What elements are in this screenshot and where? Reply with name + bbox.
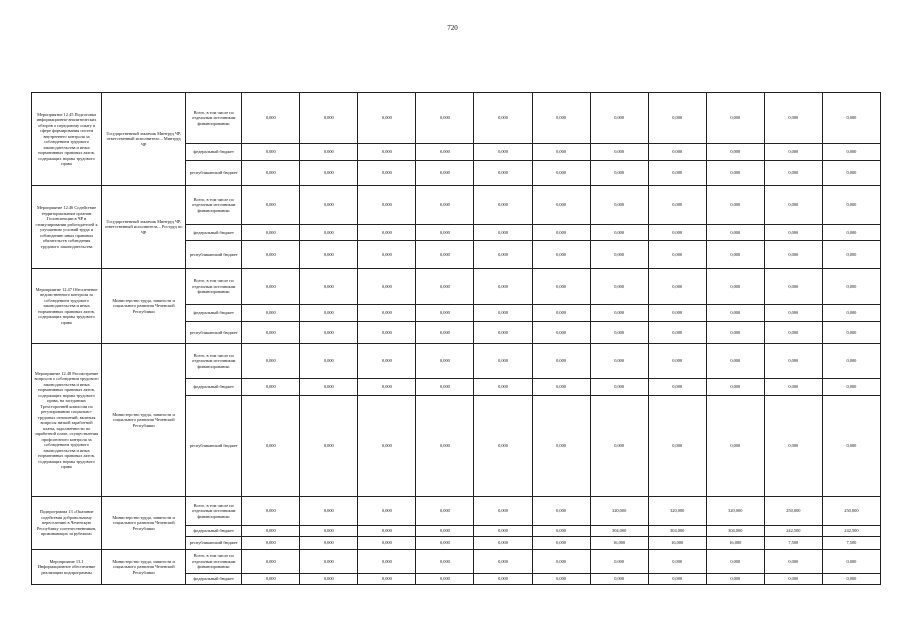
value-cell: 0,000 bbox=[242, 322, 300, 344]
value-cell: 0,000 bbox=[590, 93, 648, 144]
activity-cell: Мероприятие 13.1 Информационное обеспечение реализации подпрограммы bbox=[32, 550, 102, 585]
funding-source-cell: Всего, в том числе по отдельным источникам финансирования: bbox=[186, 93, 242, 144]
value-cell: 320,000 bbox=[706, 497, 764, 526]
value-cell: 0,000 bbox=[416, 186, 474, 225]
value-cell: 0,000 bbox=[822, 550, 880, 574]
value-cell: 0,000 bbox=[532, 550, 590, 574]
value-cell: 0,000 bbox=[590, 269, 648, 305]
value-cell: 0,000 bbox=[590, 186, 648, 225]
value-cell: 304,000 bbox=[706, 526, 764, 537]
value-cell: 0,000 bbox=[532, 396, 590, 497]
funding-source-cell: республиканский бюджет bbox=[186, 322, 242, 344]
value-cell: 0,000 bbox=[590, 379, 648, 396]
value-cell: 0,000 bbox=[416, 322, 474, 344]
value-cell: 250,000 bbox=[764, 497, 822, 526]
value-cell: 0,000 bbox=[242, 225, 300, 241]
value-cell: 16,000 bbox=[648, 537, 706, 550]
value-cell: 0,000 bbox=[764, 161, 822, 186]
funding-source-cell: Всего, в том числе по отдельным источникам финансирования: bbox=[186, 497, 242, 526]
value-cell: 320,000 bbox=[590, 497, 648, 526]
table-row bbox=[32, 186, 881, 225]
value-cell: 0,000 bbox=[358, 144, 416, 161]
value-cell: 0,000 bbox=[590, 550, 648, 574]
value-cell: 0,000 bbox=[300, 144, 358, 161]
value-cell: 0,000 bbox=[648, 241, 706, 269]
value-cell: 0,000 bbox=[242, 305, 300, 322]
activity-cell: Подпрограмма 13 «Оказание содействия добровольному переселению в Чеченскую Республику соотечественников, проживающих за рубежом» bbox=[32, 497, 102, 550]
value-cell: 0,000 bbox=[532, 322, 590, 344]
value-cell: 0,000 bbox=[764, 396, 822, 497]
value-cell: 0,000 bbox=[416, 305, 474, 322]
value-cell: 0,000 bbox=[706, 144, 764, 161]
value-cell: 0,000 bbox=[532, 305, 590, 322]
value-cell: 0,000 bbox=[590, 161, 648, 186]
value-cell: 0,000 bbox=[532, 526, 590, 537]
funding-source-cell: республиканский бюджет bbox=[186, 396, 242, 497]
value-cell: 0,000 bbox=[242, 497, 300, 526]
value-cell: 0,000 bbox=[822, 574, 880, 585]
value-cell: 0,000 bbox=[416, 379, 474, 396]
value-cell: 0,000 bbox=[648, 186, 706, 225]
value-cell: 0,000 bbox=[706, 161, 764, 186]
value-cell: 0,000 bbox=[358, 322, 416, 344]
value-cell: 304,000 bbox=[648, 526, 706, 537]
value-cell: 0,000 bbox=[416, 396, 474, 497]
value-cell: 0,000 bbox=[648, 269, 706, 305]
value-cell: 0,000 bbox=[358, 241, 416, 269]
funding-source-cell: федеральный бюджет bbox=[186, 144, 242, 161]
value-cell: 0,000 bbox=[474, 161, 532, 186]
funding-source-cell: республиканский бюджет bbox=[186, 241, 242, 269]
value-cell: 0,000 bbox=[474, 322, 532, 344]
value-cell: 304,000 bbox=[590, 526, 648, 537]
value-cell: 0,000 bbox=[300, 574, 358, 585]
value-cell: 0,000 bbox=[242, 344, 300, 379]
value-cell: 0,000 bbox=[706, 574, 764, 585]
value-cell: 0,000 bbox=[416, 161, 474, 186]
value-cell: 0,000 bbox=[706, 305, 764, 322]
value-cell: 0,000 bbox=[764, 379, 822, 396]
value-cell: 0,000 bbox=[764, 305, 822, 322]
value-cell: 0,000 bbox=[416, 550, 474, 574]
value-cell: 0,000 bbox=[474, 241, 532, 269]
value-cell: 0,000 bbox=[358, 497, 416, 526]
funding-source-cell: республиканский бюджет bbox=[186, 161, 242, 186]
value-cell: 0,000 bbox=[416, 144, 474, 161]
value-cell: 0,000 bbox=[822, 241, 880, 269]
responsible-cell: Государственный заказчик Минтруд ЧР, ответственный исполнитель – Роструд по ЧР bbox=[102, 186, 186, 269]
value-cell: 0,000 bbox=[474, 305, 532, 322]
value-cell: 242,500 bbox=[822, 526, 880, 537]
value-cell: 0,000 bbox=[300, 241, 358, 269]
value-cell: 0,000 bbox=[532, 144, 590, 161]
value-cell: 0,000 bbox=[474, 526, 532, 537]
value-cell: 0,000 bbox=[358, 186, 416, 225]
value-cell: 0,000 bbox=[300, 186, 358, 225]
value-cell: 0,000 bbox=[590, 241, 648, 269]
value-cell: 0,000 bbox=[532, 537, 590, 550]
value-cell: 0,000 bbox=[358, 269, 416, 305]
value-cell: 0,000 bbox=[358, 344, 416, 379]
value-cell: 0,000 bbox=[300, 93, 358, 144]
table-row bbox=[32, 550, 881, 574]
value-cell: 0,000 bbox=[590, 322, 648, 344]
funding-source-cell: федеральный бюджет bbox=[186, 305, 242, 322]
funding-source-cell: Всего, в том числе по отдельным источникам финансирования: bbox=[186, 269, 242, 305]
value-cell: 0,000 bbox=[764, 344, 822, 379]
value-cell: 0,000 bbox=[532, 93, 590, 144]
value-cell: 0,000 bbox=[300, 497, 358, 526]
activity-cell: Мероприятие 12.46 Содействие территориальным органам Госинспекции в ЧР в стимулировании работодателей к улучшению условий труда и соблюдению иных правовых обязательств соблюдения трудового законодательства bbox=[32, 186, 102, 269]
activity-cell: Мероприятие 12.47 Обеспечение ведомственного контроля за соблюдением трудового законодательства и иных нормативных правовых актов, содержащих нормы трудового права bbox=[32, 269, 102, 344]
value-cell: 0,000 bbox=[474, 379, 532, 396]
value-cell: 0,000 bbox=[300, 379, 358, 396]
value-cell: 0,000 bbox=[648, 574, 706, 585]
value-cell: 0,000 bbox=[242, 526, 300, 537]
funding-source-cell: Всего, в том числе по отдельным источникам финансирования: bbox=[186, 550, 242, 574]
value-cell: 0,000 bbox=[416, 93, 474, 144]
value-cell: 0,000 bbox=[532, 379, 590, 396]
value-cell: 0,000 bbox=[242, 396, 300, 497]
value-cell: 0,000 bbox=[474, 269, 532, 305]
value-cell: 0,000 bbox=[416, 497, 474, 526]
value-cell: 0,000 bbox=[242, 241, 300, 269]
value-cell: 0,000 bbox=[358, 379, 416, 396]
value-cell: 0,000 bbox=[532, 161, 590, 186]
value-cell: 0,000 bbox=[532, 225, 590, 241]
value-cell: 0,000 bbox=[532, 186, 590, 225]
value-cell: 0,000 bbox=[648, 396, 706, 497]
page-number: 720 bbox=[447, 24, 458, 32]
value-cell: 0,000 bbox=[764, 269, 822, 305]
value-cell: 0,000 bbox=[764, 322, 822, 344]
value-cell: 0,000 bbox=[474, 497, 532, 526]
value-cell: 0,000 bbox=[416, 574, 474, 585]
value-cell: 0,000 bbox=[822, 396, 880, 497]
responsible-cell: Министерство труда, занятости и социального развития Чеченской Республики bbox=[102, 550, 186, 585]
value-cell: 0,000 bbox=[300, 305, 358, 322]
value-cell: 0,000 bbox=[416, 225, 474, 241]
value-cell: 0,000 bbox=[242, 574, 300, 585]
budget-table bbox=[31, 92, 881, 585]
value-cell: 0,000 bbox=[532, 344, 590, 379]
value-cell: 0,000 bbox=[300, 225, 358, 241]
value-cell: 0,000 bbox=[706, 93, 764, 144]
value-cell: 242,500 bbox=[764, 526, 822, 537]
value-cell: 0,000 bbox=[358, 225, 416, 241]
value-cell: 0,000 bbox=[532, 497, 590, 526]
value-cell: 0,000 bbox=[300, 269, 358, 305]
value-cell: 0,000 bbox=[590, 396, 648, 497]
value-cell: 0,000 bbox=[416, 537, 474, 550]
value-cell: 0,000 bbox=[358, 93, 416, 144]
responsible-cell: Министерство труда, занятости и социального развития Чеченской Республики bbox=[102, 497, 186, 550]
value-cell: 0,000 bbox=[358, 161, 416, 186]
value-cell: 0,000 bbox=[822, 93, 880, 144]
value-cell: 0,000 bbox=[532, 574, 590, 585]
value-cell: 0,000 bbox=[590, 305, 648, 322]
value-cell: 0,000 bbox=[242, 550, 300, 574]
value-cell: 0,000 bbox=[648, 550, 706, 574]
value-cell: 0,000 bbox=[706, 269, 764, 305]
value-cell: 0,000 bbox=[822, 322, 880, 344]
table-row bbox=[32, 93, 881, 144]
value-cell: 0,000 bbox=[764, 93, 822, 144]
value-cell: 7,500 bbox=[764, 537, 822, 550]
value-cell: 0,000 bbox=[416, 269, 474, 305]
value-cell: 0,000 bbox=[648, 161, 706, 186]
value-cell: 0,000 bbox=[474, 537, 532, 550]
value-cell: 0,000 bbox=[474, 396, 532, 497]
value-cell: 0,000 bbox=[648, 305, 706, 322]
value-cell: 0,000 bbox=[648, 144, 706, 161]
value-cell: 0,000 bbox=[242, 186, 300, 225]
value-cell: 0,000 bbox=[242, 93, 300, 144]
value-cell: 7,500 bbox=[822, 537, 880, 550]
value-cell: 0,000 bbox=[532, 241, 590, 269]
funding-source-cell: Всего, в том числе по отдельным источникам финансирования: bbox=[186, 186, 242, 225]
value-cell: 0,000 bbox=[358, 574, 416, 585]
value-cell: 0,000 bbox=[706, 550, 764, 574]
value-cell: 250,000 bbox=[822, 497, 880, 526]
value-cell: 0,000 bbox=[764, 241, 822, 269]
value-cell: 0,000 bbox=[706, 225, 764, 241]
value-cell: 0,000 bbox=[764, 144, 822, 161]
value-cell: 0,000 bbox=[590, 344, 648, 379]
table-row bbox=[32, 269, 881, 305]
value-cell: 0,000 bbox=[764, 186, 822, 225]
value-cell: 0,000 bbox=[706, 241, 764, 269]
value-cell: 0,000 bbox=[706, 186, 764, 225]
value-cell: 0,000 bbox=[300, 526, 358, 537]
value-cell: 0,000 bbox=[358, 550, 416, 574]
responsible-cell: Государственный заказчик Минтруд ЧР, ответственный исполнитель – Минтруд ЧР bbox=[102, 93, 186, 186]
value-cell: 0,000 bbox=[300, 344, 358, 379]
value-cell: 0,000 bbox=[590, 225, 648, 241]
value-cell: 0,000 bbox=[242, 379, 300, 396]
value-cell: 0,000 bbox=[474, 144, 532, 161]
value-cell: 0,000 bbox=[822, 305, 880, 322]
value-cell: 0,000 bbox=[474, 186, 532, 225]
value-cell: 0,000 bbox=[474, 574, 532, 585]
responsible-cell: Министерство труда, занятости и социального развития Чеченской Республики bbox=[102, 344, 186, 497]
value-cell: 0,000 bbox=[300, 161, 358, 186]
value-cell: 0,000 bbox=[822, 186, 880, 225]
value-cell: 0,000 bbox=[764, 574, 822, 585]
value-cell: 0,000 bbox=[822, 269, 880, 305]
value-cell: 0,000 bbox=[300, 322, 358, 344]
value-cell: 16,000 bbox=[590, 537, 648, 550]
value-cell: 0,000 bbox=[648, 225, 706, 241]
value-cell: 0,000 bbox=[416, 241, 474, 269]
value-cell: 0,000 bbox=[764, 225, 822, 241]
value-cell: 0,000 bbox=[590, 144, 648, 161]
value-cell: 0,000 bbox=[242, 537, 300, 550]
value-cell: 0,000 bbox=[706, 379, 764, 396]
activity-cell: Мероприятие 12.45 Подготовка информационно-аналитических обзоров о передовому опыту в сфере формирования систем внутреннего контроля за соблюдением трудового законодательства и иных нормативных правовых актов, содержащих нормы трудового права bbox=[32, 93, 102, 186]
value-cell: 0,000 bbox=[242, 144, 300, 161]
value-cell: 0,000 bbox=[358, 537, 416, 550]
funding-source-cell: федеральный бюджет bbox=[186, 526, 242, 537]
value-cell: 0,000 bbox=[822, 161, 880, 186]
value-cell: 0,000 bbox=[822, 144, 880, 161]
value-cell: 0,000 bbox=[822, 225, 880, 241]
value-cell: 0,000 bbox=[822, 344, 880, 379]
activity-cell: Мероприятие 12.48 Рассмотрение вопросов о соблюдении трудового законодательства и иных нормативных правовых актов, содержащих нормы трудового права, на заседаниях Трехсторонней комиссии по регулированию социально-трудовых отношений, включая вопросы низкой заработной платы, задолженности по заработной плате, осуществления профсоюзного контроля за соблюдением трудового законодательства и иных нормативных правовых актов, содержащих нормы трудового права bbox=[32, 344, 102, 497]
value-cell: 0,000 bbox=[822, 379, 880, 396]
funding-source-cell: Всего, в том числе по отдельным источникам финансирования: bbox=[186, 344, 242, 379]
value-cell: 0,000 bbox=[416, 344, 474, 379]
value-cell: 0,000 bbox=[416, 526, 474, 537]
value-cell: 0,000 bbox=[648, 344, 706, 379]
funding-source-cell: федеральный бюджет bbox=[186, 379, 242, 396]
value-cell: 0,000 bbox=[764, 550, 822, 574]
value-cell: 0,000 bbox=[706, 322, 764, 344]
value-cell: 0,000 bbox=[532, 269, 590, 305]
table-row bbox=[32, 497, 881, 526]
value-cell: 0,000 bbox=[358, 396, 416, 497]
value-cell: 0,000 bbox=[242, 269, 300, 305]
funding-source-cell: республиканский бюджет bbox=[186, 537, 242, 550]
table-row bbox=[32, 344, 881, 379]
value-cell: 0,000 bbox=[358, 305, 416, 322]
value-cell: 0,000 bbox=[648, 93, 706, 144]
value-cell: 0,000 bbox=[474, 225, 532, 241]
value-cell: 0,000 bbox=[242, 161, 300, 186]
value-cell: 0,000 bbox=[474, 550, 532, 574]
funding-source-cell: федеральный бюджет bbox=[186, 225, 242, 241]
value-cell: 0,000 bbox=[300, 550, 358, 574]
value-cell: 0,000 bbox=[300, 537, 358, 550]
value-cell: 0,000 bbox=[706, 396, 764, 497]
value-cell: 0,000 bbox=[474, 93, 532, 144]
value-cell: 16,000 bbox=[706, 537, 764, 550]
value-cell: 0,000 bbox=[358, 526, 416, 537]
value-cell: 0,000 bbox=[474, 344, 532, 379]
value-cell: 320,000 bbox=[648, 497, 706, 526]
responsible-cell: Министерство труда, занятости и социального развития Чеченской Республики bbox=[102, 269, 186, 344]
funding-source-cell: федеральный бюджет bbox=[186, 574, 242, 585]
value-cell: 0,000 bbox=[648, 322, 706, 344]
value-cell: 0,000 bbox=[706, 344, 764, 379]
value-cell: 0,000 bbox=[590, 574, 648, 585]
value-cell: 0,000 bbox=[648, 379, 706, 396]
value-cell: 0,000 bbox=[300, 396, 358, 497]
